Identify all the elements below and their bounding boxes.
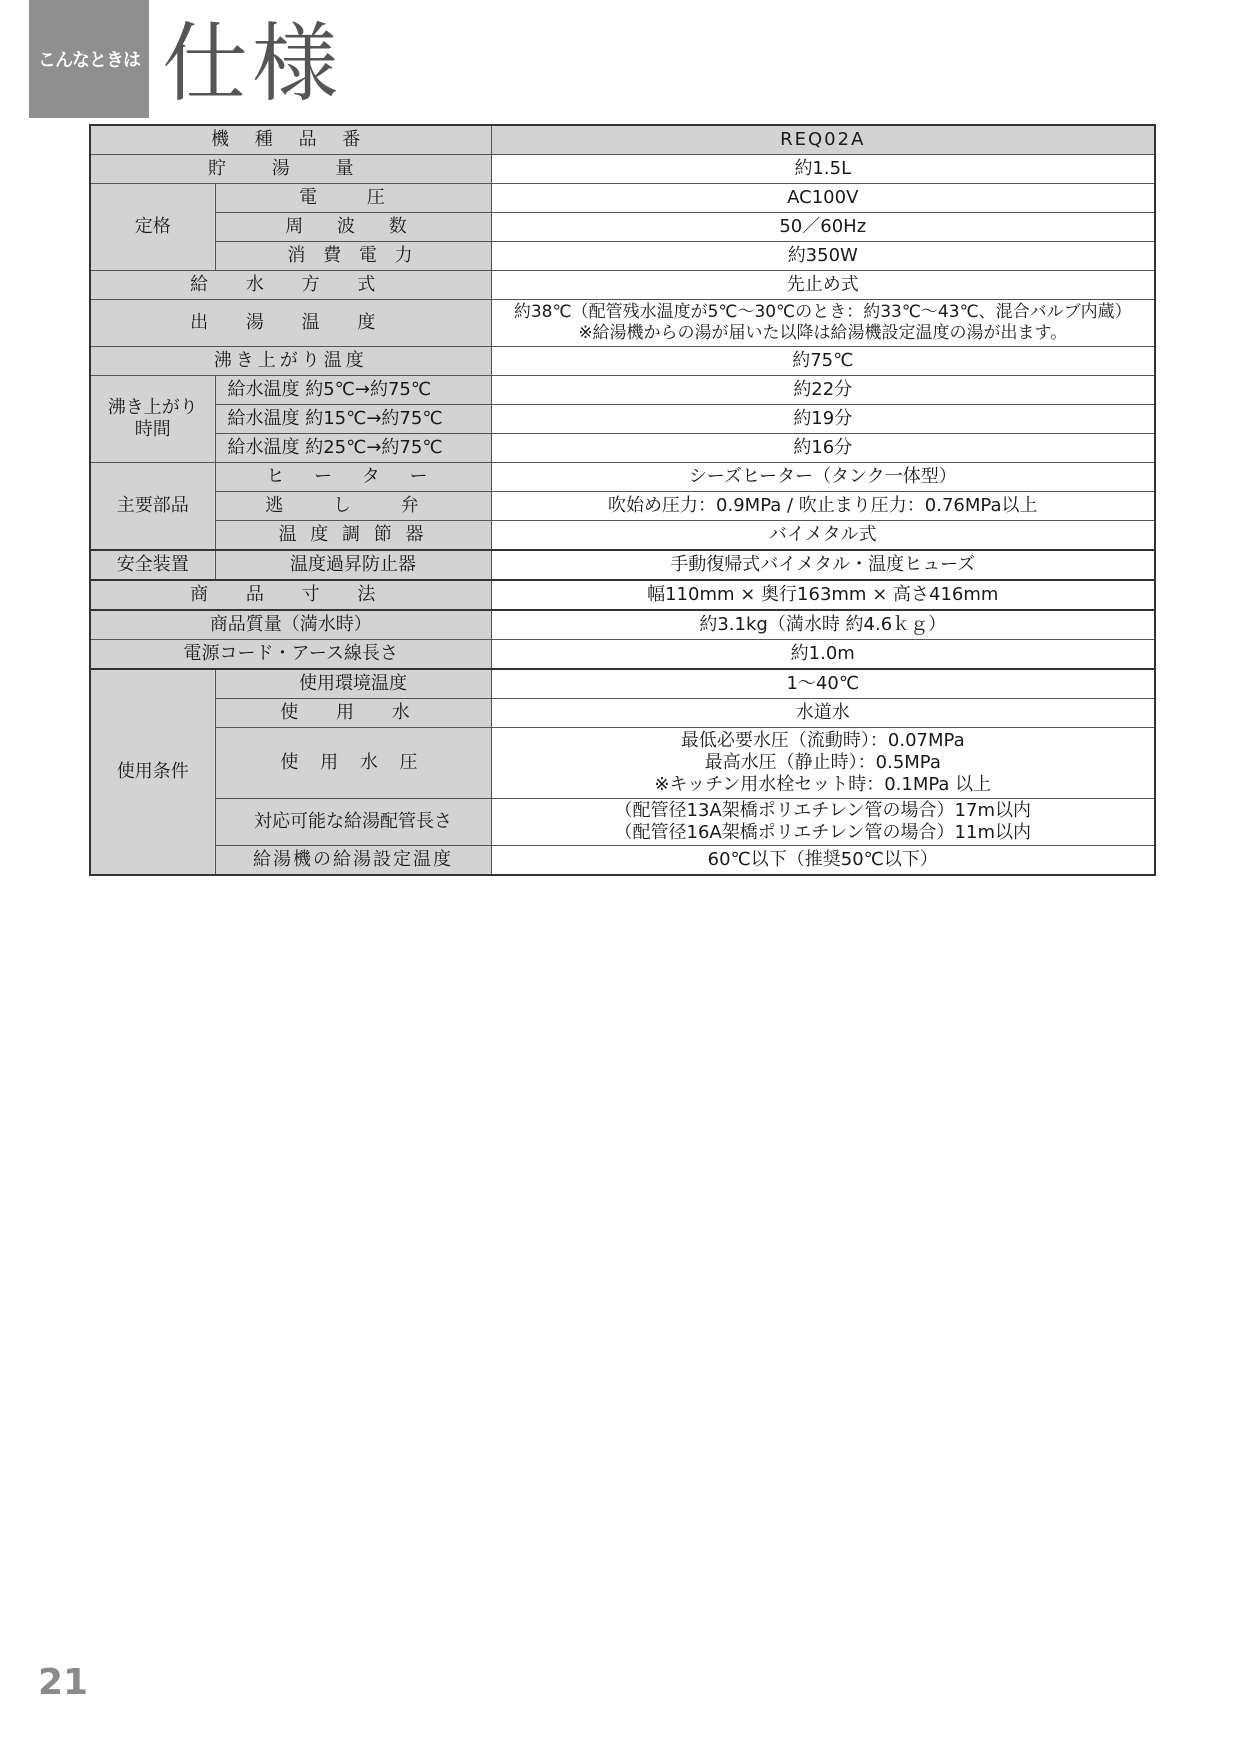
pressure-line-1: 最低必要水圧（流動時）：0.07MPa (680, 730, 965, 751)
boil-time-row-label: 給水温度 約25℃→約75℃ (215, 434, 491, 463)
parts-label: 主要部品 (90, 463, 215, 551)
env-temp-value: 1～40℃ (491, 669, 1155, 699)
pipe-value (491, 799, 1155, 846)
table-row (90, 521, 1155, 551)
table-row (90, 125, 1155, 155)
table-row (90, 271, 1155, 300)
power-label: 消 費 電 力 (215, 242, 491, 271)
table-row (90, 463, 1155, 492)
table-row (90, 184, 1155, 213)
boil-time-row-value: 約16分 (491, 434, 1155, 463)
table-row (90, 434, 1155, 463)
pressure-line-2: 最高水圧（静止時）：0.5MPa (704, 752, 941, 773)
table-row (90, 347, 1155, 376)
table-row (90, 580, 1155, 610)
water-value: 水道水 (491, 699, 1155, 728)
pressure-value (491, 728, 1155, 799)
table-row (90, 376, 1155, 405)
safety-label: 安全装置 (90, 550, 215, 580)
conditions-label: 使用条件 (90, 669, 215, 875)
table-row (90, 640, 1155, 670)
pressure-line-3: ※キッチン用水栓セット時：0.1MPa 以上 (654, 774, 992, 795)
relief-label: 逃 し 弁 (215, 492, 491, 521)
table-row (90, 728, 1155, 799)
boil-time-label-line-2: 時間 (134, 419, 171, 440)
dimensions-label: 商 品 寸 法 (90, 580, 491, 610)
model-value: REQ02A (491, 125, 1155, 155)
table-row (90, 213, 1155, 242)
thermostat-label: 温 度 調 節 器 (215, 521, 491, 551)
table-row (90, 242, 1155, 271)
relief-value: 吹始め圧力：0.9MPa / 吹止まり圧力：0.76MPa以上 (491, 492, 1155, 521)
storage-value: 約1.5L (491, 155, 1155, 184)
boil-time-row-label: 給水温度 約15℃→約75℃ (215, 405, 491, 434)
boil-temp-label: 沸き上がり温度 (90, 347, 491, 376)
table-row (90, 669, 1155, 699)
power-value: 約350W (491, 242, 1155, 271)
page-title: 仕様 (162, 14, 342, 114)
section-tab: こんなときは (29, 0, 149, 118)
pipe-line-2: （配管径16A架橋ポリエチレン管の場合）11m以内 (614, 822, 1031, 843)
pipe-line-1: （配管径13A架橋ポリエチレン管の場合）17m以内 (614, 800, 1031, 821)
overheat-value: 手動復帰式バイメタル・温度ヒューズ (491, 550, 1155, 580)
weight-label: 商品質量（満水時） (90, 610, 491, 640)
cord-label: 電源コード・アース線長さ (90, 640, 491, 670)
heater-setting-label: 給湯機の給湯設定温度 (215, 846, 491, 876)
heater-label: ヒ ー タ ー (215, 463, 491, 492)
outlet-temp-line-2: ※給湯機からの湯が届いた以降は給湯機設定温度の湯が出ます。 (578, 323, 1068, 343)
outlet-temp-value (491, 300, 1155, 347)
voltage-label: 電 圧 (215, 184, 491, 213)
supply-label: 給 水 方 式 (90, 271, 491, 300)
env-temp-label: 使用環境温度 (215, 669, 491, 699)
thermostat-value: バイメタル式 (491, 521, 1155, 551)
water-label: 使 用 水 (215, 699, 491, 728)
boil-time-row-value: 約19分 (491, 405, 1155, 434)
table-row (90, 799, 1155, 846)
heater-setting-value: 60℃以下（推奨50℃以下） (491, 846, 1155, 876)
boil-time-row-value: 約22分 (491, 376, 1155, 405)
outlet-temp-label: 出 湯 温 度 (90, 300, 491, 347)
table-row (90, 550, 1155, 580)
pressure-label: 使 用 水 圧 (215, 728, 491, 799)
table-row (90, 846, 1155, 876)
weight-value: 約3.1kg（満水時 約4.6ｋｇ） (491, 610, 1155, 640)
table-row (90, 699, 1155, 728)
frequency-value: 50／60Hz (491, 213, 1155, 242)
supply-value: 先止め式 (491, 271, 1155, 300)
page-number: 21 (38, 1662, 89, 1703)
boil-time-label (90, 376, 215, 463)
boil-time-label-line-1: 沸き上がり (107, 397, 198, 418)
table-row (90, 610, 1155, 640)
table-row (90, 492, 1155, 521)
boil-time-row-label: 給水温度 約5℃→約75℃ (215, 376, 491, 405)
pipe-label: 対応可能な給湯配管長さ (215, 799, 491, 846)
dimensions-value: 幅110mm × 奥行163mm × 高さ416mm (491, 580, 1155, 610)
table-row (90, 155, 1155, 184)
model-label: 機 種 品 番 (90, 125, 491, 155)
table-row (90, 300, 1155, 347)
outlet-temp-line-1: 約38℃（配管残水温度が5℃～30℃のとき：約33℃～43℃、混合バルブ内蔵） (513, 302, 1132, 322)
overheat-label: 温度過昇防止器 (215, 550, 491, 580)
rating-label: 定格 (90, 184, 215, 271)
cord-value: 約1.0m (491, 640, 1155, 670)
spec-table (89, 124, 1156, 876)
table-row (90, 405, 1155, 434)
frequency-label: 周 波 数 (215, 213, 491, 242)
boil-temp-value: 約75℃ (491, 347, 1155, 376)
heater-value: シーズヒーター（タンク一体型） (491, 463, 1155, 492)
voltage-value: AC100V (491, 184, 1155, 213)
storage-label: 貯 湯 量 (90, 155, 491, 184)
